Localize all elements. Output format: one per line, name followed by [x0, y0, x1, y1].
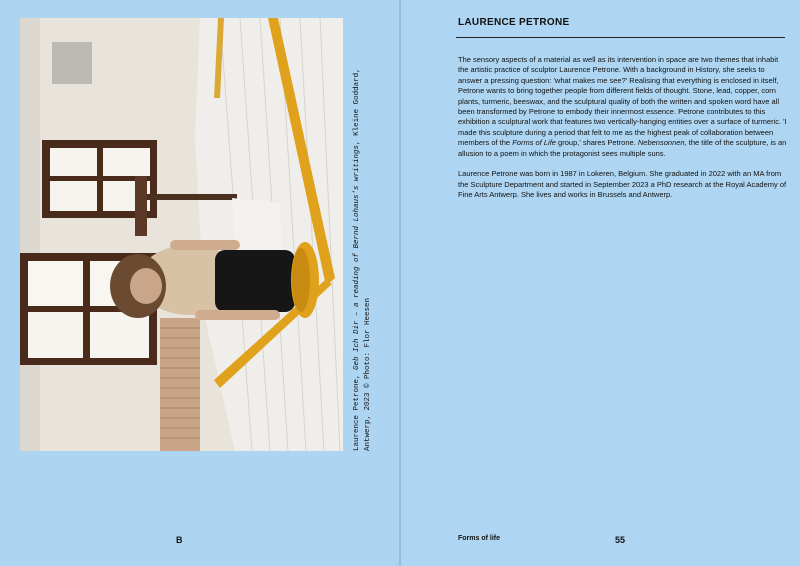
- title-rule: [456, 37, 785, 38]
- artwork-photo: [20, 18, 343, 451]
- paragraph-intro-part-3: , the title of the sculpture, is an allusion to a poem in which the protagonist sees multiple suns.: [458, 138, 787, 158]
- group-name: Forms of Life: [512, 138, 556, 148]
- paragraph-bio: Laurence Petrone was born in 1987 in Lokeren, Belgium. She graduated in 2022 with an MA from the Sculpture Department and started in September 2023 a PhD research at the Royal Academy of Fine Arts Antwerp. She lives and works in Brussels and Antwerp.: [458, 169, 787, 200]
- paragraph-intro: [458, 55, 790, 159]
- paragraph-intro-part-1: The sensory aspects of a material as well as its intervention in space are two themes that inhabit the artistic practice of sculptor Laurence Petrone. With a background in History, she seeks to answer a pressing question: 'what makes me see?' Realising that everything is enclosed in itself, Petrone wants to bring together people from different fields of thought. Stone, lead, copper, corn plants, turmeric, beeswax, and the sculptural quality of both the written and spoken word have all been transformed by Petrone to embody their innermost essence. Petrone contributes to this exhibition a sculptural work that features two vertically-hanging entities over a surface of turmeric. 'I made this sculpture during a period that felt to me as the highest peak of collaboration between members of the: [458, 55, 787, 148]
- caption-work-title: Geb Ich Dir – a reading of Bernd Lohaus's writings: [353, 144, 361, 370]
- photo-caption: [352, 18, 374, 451]
- artist-title: LAURENCE PETRONE: [458, 17, 570, 28]
- page-number-left: B: [176, 535, 183, 545]
- sculpture-title: Nebensonnen: [637, 138, 685, 148]
- caption-venue: , Kleine Goddard,: [353, 68, 361, 145]
- caption-artist: Laurence Petrone,: [353, 369, 361, 451]
- caption-line-1: [352, 18, 363, 451]
- page-number-right: 55: [615, 535, 626, 545]
- caption-line-2: Antwerp, 2023 © Photo: Flor Heesen: [364, 297, 372, 451]
- article-body: [458, 55, 790, 211]
- paragraph-intro-part-2: group,' shares Petrone.: [555, 138, 638, 148]
- footer-label: Forms of life: [458, 535, 501, 542]
- right-page: [401, 0, 800, 566]
